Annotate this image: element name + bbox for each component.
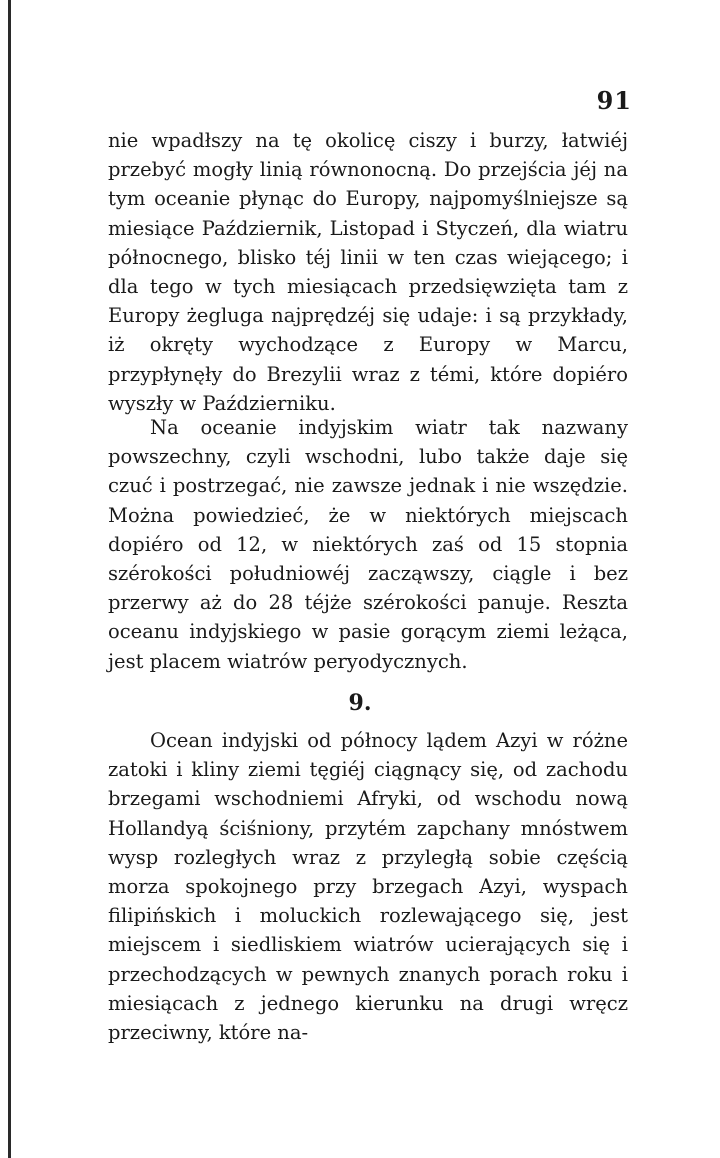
paragraph-text: nie wpadłszy na tę okolicę ciszy i burzy, łatwiéj przebyć mogły linią równonocną. Do przejścia jéj na tym oceanie płynąc do Europy, najpomyślniejsze są miesiące Październik, Listopad i Styczeń, dla wiatru północnego, blisko téj linii w ten czas wiejącego; i dla tego w tych miesiącach przedsięwzięta tam z Europy żegluga najprędzéj się udaje: i są przykłady, iż okręty wychodzące z Europy w Marcu, przypłynęły do Brezylii wraz z témi, które dopiéro wyszły w Październiku. [108, 129, 628, 415]
paragraph-text: Ocean indyjski od północy lądem Azyi w różne zatoki i kliny ziemi tęgiéj ciągnący się, od zachodu brzegami wschodniemi Afryki, od wschodu nową Hollandyą ściśniony, przytém zapchany mnóstwem wysp rozległych wraz z przyległą sobie częścią morza spokojnego przy brzegach Azyi, wyspach filipińskich i moluckich rozlewającego się, jest miejscem i siedliskiem wiatrów ucierających się i przechodzących w pewnych znanych porach roku i miesiącach z jednego kierunku na drugi wręcz przeciwny, które na- [108, 729, 628, 1045]
paragraph-indian-ocean-winds [108, 413, 628, 676]
page-edge-line [8, 0, 11, 1158]
page-number: 91 [596, 86, 632, 115]
paragraph-section-9 [108, 726, 628, 1047]
paragraph-continued [108, 126, 628, 418]
section-number: 9. [348, 690, 372, 716]
paragraph-text: Na oceanie indyjskim wiatr tak nazwany powszechny, czyli wschodni, lubo także daje się czuć i postrzegać, nie zawsze jednak i nie wszędzie. Można powiedzieć, że w niektórych miejscach dopiéro od 12, w niektórych zaś od 15 stopnia szérokości południowéj zacząwszy, ciągle i bez przerwy aż do 28 téjże szérokości panuje. Reszta oceanu indyjskiego w pasie gorącym ziemi leżąca, jest placem wiatrów peryodycznych. [108, 416, 628, 673]
